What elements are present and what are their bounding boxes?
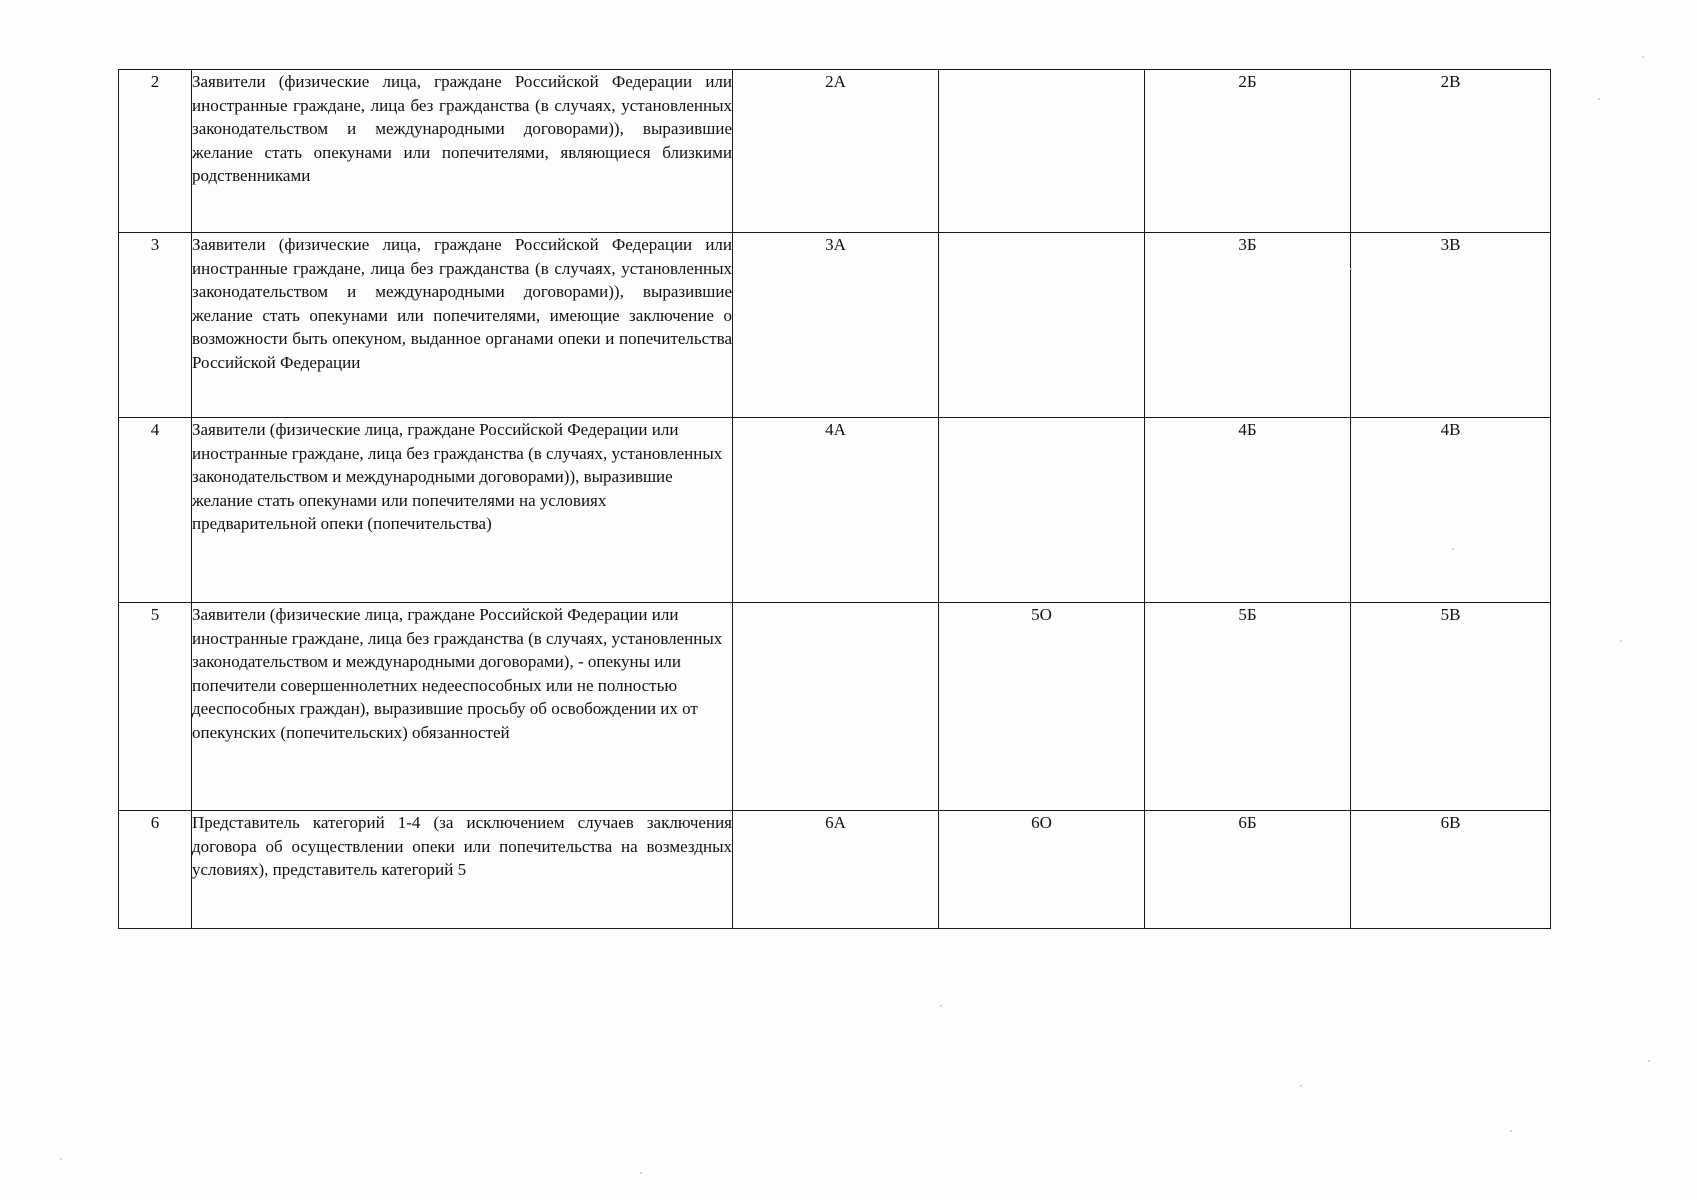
- code-cell-o: [939, 70, 1145, 233]
- code-cell-a: 2А: [733, 70, 939, 233]
- applicant-description: Заявители (физические лица, граждане Российской Федерации или иностранные граждане, лица без гражданства (в случаях, установленных законодательством и международными договорами)), выразившие желание стать опекунами или попечителями, являющиеся близкими родственниками: [192, 70, 733, 233]
- table-row: [119, 70, 1551, 233]
- code-cell-v: 6В: [1351, 811, 1551, 929]
- code-cell-o: 6О: [939, 811, 1145, 929]
- table-row: [119, 418, 1551, 603]
- code-cell-o: [939, 418, 1145, 603]
- code-cell-a: [733, 603, 939, 811]
- row-number: 5: [119, 603, 192, 811]
- code-cell-b: 5Б: [1145, 603, 1351, 811]
- code-cell-b: 2Б: [1145, 70, 1351, 233]
- applicant-description: Представитель категорий 1-4 (за исключением случаев заключения договора об осуществлении опеки или попечительства на возмездных условиях), представитель категорий 5: [192, 811, 733, 929]
- code-cell-b: 4Б: [1145, 418, 1351, 603]
- code-cell-v: 5В: [1351, 603, 1551, 811]
- code-cell-a: 6А: [733, 811, 939, 929]
- table-row: [119, 603, 1551, 811]
- code-cell-a: 4А: [733, 418, 939, 603]
- row-number: 4: [119, 418, 192, 603]
- code-cell-v: 4В: [1351, 418, 1551, 603]
- code-cell-v: 3В: [1351, 233, 1551, 418]
- row-number: 3: [119, 233, 192, 418]
- code-cell-o: 5О: [939, 603, 1145, 811]
- code-cell-a: 3А: [733, 233, 939, 418]
- table-row: [119, 233, 1551, 418]
- table-row: [119, 811, 1551, 929]
- row-number: 2: [119, 70, 192, 233]
- applicant-description: Заявители (физические лица, граждане Российской Федерации или иностранные граждане, лица без гражданства (в случаях, установленных законодательством и международными договорами)), выразившие желание стать опекунами или попечителями, имеющие заключение о возможности быть опекуном, выданное органами опеки и попечительства Российской Федерации: [192, 233, 733, 418]
- applicant-description: Заявители (физические лица, граждане Российской Федерации или иностранные граждане, лица без гражданства (в случаях, установленных законодательством и международными договорами), - опекуны или попечители совершеннолетних недееспособных или не полностью дееспособных граждан), выразившие просьбу об освобождении их от опекунских (попечительских) обязанностей: [192, 603, 733, 811]
- row-number: 6: [119, 811, 192, 929]
- code-cell-o: [939, 233, 1145, 418]
- applicant-description: Заявители (физические лица, граждане Российской Федерации или иностранные граждане, лица без гражданства (в случаях, установленных законодательством и международными договорами)), выразившие желание стать опекунами или попечителями на условиях предварительной опеки (попечительства): [192, 418, 733, 603]
- code-cell-b: 6Б: [1145, 811, 1351, 929]
- code-cell-v: 2В: [1351, 70, 1551, 233]
- code-cell-b: 3Б: [1145, 233, 1351, 418]
- categories-table: [118, 69, 1551, 929]
